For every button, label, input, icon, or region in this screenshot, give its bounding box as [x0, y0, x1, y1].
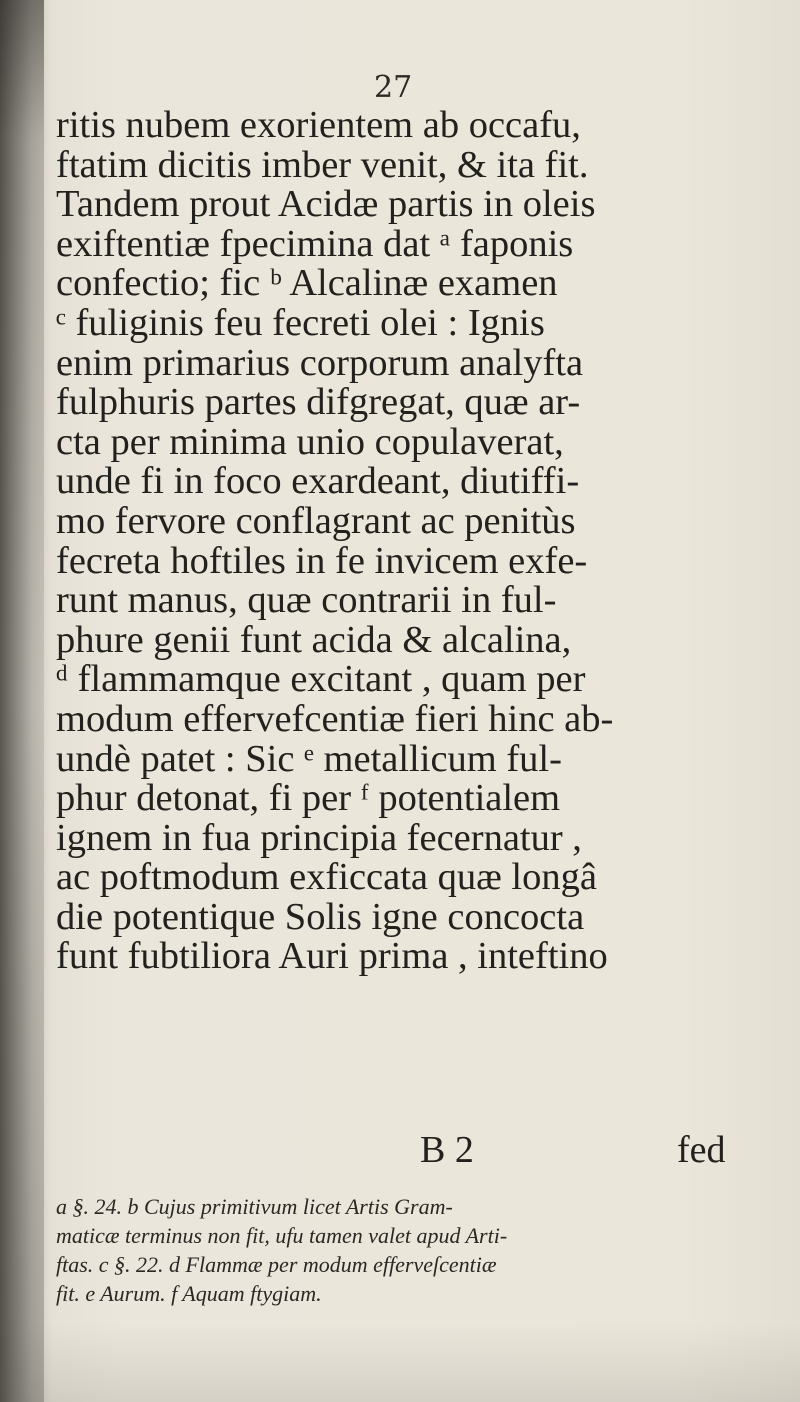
footnotes: [56, 1192, 756, 1308]
catchword: fed: [677, 1129, 726, 1171]
text-line: runt manus, quæ contrarii in ful-: [56, 579, 557, 622]
text-line: cta per minima unio copulaverat,: [56, 420, 564, 463]
text-line: ftatim dicitis imber venit, & ita fit.: [56, 143, 589, 186]
text-line: ᶜ fuliginis feu fecreti olei : Ignis: [56, 301, 545, 344]
text-line: ritis nubem exorientem ab occafu,: [56, 104, 581, 146]
text-line: modum effervefcentiæ fieri hinc ab-: [56, 697, 614, 740]
footnote-line: fit. e Aurum. f Aquam ftygiam.: [56, 1281, 322, 1306]
footnote-line: a §. 24. b Cujus primitivum licet Artis Gram-: [56, 1194, 453, 1219]
text-line: fecreta hoftiles in fe invicem exfe-: [56, 539, 588, 582]
text-line: ignem in fua principia fecernatur ,: [56, 816, 582, 859]
text-line: undè patet : Sic ᵉ metallicum ful-: [56, 737, 562, 780]
text-line: unde fi in foco exardeant, diutiffi-: [56, 460, 580, 503]
text-line: die potentique Solis igne concocta: [56, 895, 585, 938]
text-line: exiftentiæ fpecimina dat ᵃ faponis: [56, 222, 574, 265]
page-number: 27: [374, 70, 413, 105]
text-line: ac poftmodum exficcata quæ longâ: [56, 856, 597, 899]
signature-mark: B 2: [420, 1129, 474, 1171]
text-line: phure genii funt acida & alcalina,: [56, 618, 572, 661]
page-shadow: [0, 1322, 800, 1402]
binding-gutter: [0, 0, 44, 1402]
main-text: [56, 106, 746, 977]
text-line: ᵈ flammamque excitant , quam per: [56, 658, 586, 701]
text-line: fulphuris partes difgregat, quæ ar-: [56, 381, 581, 424]
text-line: Tandem prout Acidæ partis in oleis: [56, 183, 596, 226]
text-line: phur detonat, fi per ᶠ potentialem: [56, 777, 561, 820]
footnote-line: ftas. c §. 22. d Flammæ per modum efferveſcentiæ: [56, 1252, 497, 1277]
footnote-line: maticæ terminus non fit, ufu tamen valet apud Arti-: [56, 1223, 508, 1248]
text-line: confectio; fic ᵇ Alcalinæ examen: [56, 262, 558, 305]
text-line: mo fervore conflagrant ac penitùs: [56, 499, 576, 542]
text-line: funt fubtiliora Auri prima , inteftino: [56, 935, 608, 978]
text-line: enim primarius corporum analyfta: [56, 341, 584, 384]
